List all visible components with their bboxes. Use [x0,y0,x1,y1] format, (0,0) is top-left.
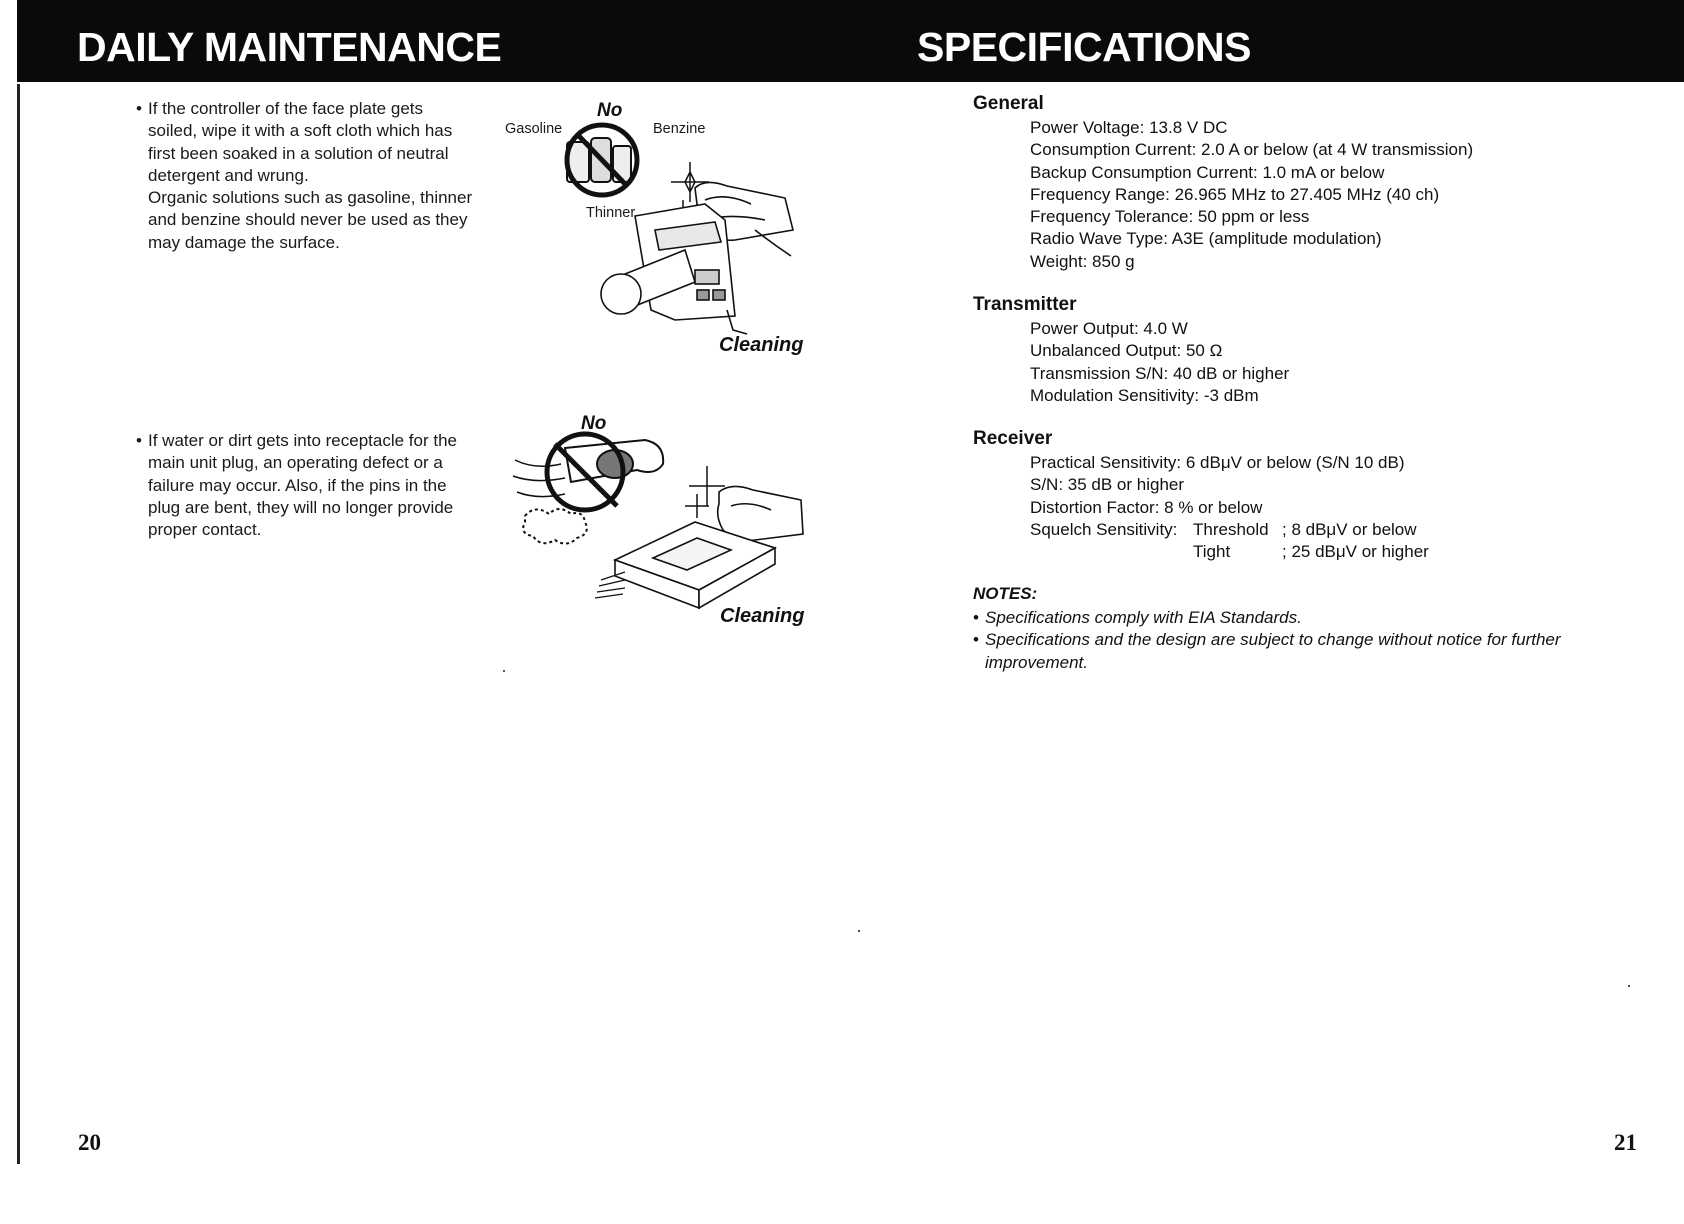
spec-item: Transmission S/N: 40 dB or higher [1030,363,1290,383]
cleaning-caption: Cleaning [720,605,805,627]
text-line: plug are bent, they will no longer provide [148,497,454,517]
bullet: • [136,431,142,450]
no-solvents-icon [567,125,637,195]
threshold-value: ; 8 dBμV or below [1282,519,1417,539]
page-number: 21 [1614,1130,1637,1155]
tight-label: Tight [1193,542,1231,562]
transmitter-heading: Transmitter [973,294,1077,315]
page-edge-rule [17,84,20,1164]
spec-item: S/N: 35 dB or higher [1030,475,1185,495]
spec-item: Power Output: 4.0 W [1030,319,1188,338]
speck [503,670,505,672]
controller-icon [601,204,747,334]
squelch-label: Squelch Sensitivity: [1030,519,1178,539]
squelch-threshold-row [1030,519,1417,541]
spec-item: Consumption Current: 2.0 A or below (at 4 W transmission) [1030,140,1474,160]
note-item: • Specifications and the design are subject to change without notice for further improvement. [973,629,1663,674]
spec-item: Practical Sensitivity: 6 dBμV or below (S/N 10 dB) [1030,453,1405,472]
page-title: DAILY MAINTENANCE [77,24,502,70]
cleaning-caption: Cleaning [719,334,804,356]
speck [1628,985,1630,987]
plug-cleaning-illustration [505,430,805,620]
threshold-label: Threshold [1193,519,1269,539]
text-line: proper contact. [148,520,262,540]
receiver-specs [1030,452,1429,563]
squelch-tight-row [1030,541,1429,563]
right-page [860,0,1684,1224]
no-label: No [581,413,607,434]
gasoline-caption: Gasoline [505,121,563,137]
face-plate-cleaning-illustration [555,120,815,355]
notes-list [973,607,1663,674]
no-label: No [597,100,623,121]
text-line: first been soaked in a solution of neutral [148,143,449,163]
no-water-dirt-icon [513,434,663,544]
tight-value: ; 25 dBμV or higher [1282,542,1429,562]
text-line: If the controller of the face plate gets [148,99,423,118]
spec-item: Radio Wave Type: A3E (amplitude modulation) [1030,229,1382,249]
receiver-heading: Receiver [973,428,1053,449]
text-line: and benzine should never be used as they [148,210,468,230]
text-line: failure may occur. Also, if the pins in the [148,475,447,495]
page-title: SPECIFICATIONS [917,24,1251,70]
maintenance-paragraph-2 [136,430,508,541]
text-line: main unit plug, an operating defect or a [148,453,443,473]
text-line: detergent and wrung. [148,165,309,185]
general-specs [1030,117,1473,273]
bullet: • [136,99,142,118]
maintenance-paragraph-1 [136,98,508,254]
text-line: soiled, wipe it with a soft cloth which has [148,121,453,141]
spec-item: Weight: 850 g [1030,251,1135,271]
note-item: • Specifications comply with EIA Standards. [973,607,1663,629]
spec-item: Distortion Factor: 8 % or below [1030,497,1263,517]
hand-cloth-icon [718,486,803,540]
thinner-caption: Thinner [586,205,636,221]
notes-heading: NOTES: [973,584,1038,603]
spec-item: Backup Consumption Current: 1.0 mA or below [1030,162,1385,182]
transmitter-specs [1030,318,1289,407]
text-line: Organic solutions such as gasoline, thinner [148,188,473,208]
spec-item: Frequency Tolerance: 50 ppm or less [1030,207,1310,227]
speck [858,930,860,932]
spec-item: Modulation Sensitivity: -3 dBm [1030,385,1259,405]
spec-item: Frequency Range: 26.965 MHz to 27.405 MHz (40 ch) [1030,184,1440,204]
spec-item: Unbalanced Output: 50 Ω [1030,341,1223,361]
daily-maintenance-header [17,0,860,82]
spec-item: Power Voltage: 13.8 V DC [1030,118,1228,137]
general-heading: General [973,93,1044,114]
benzine-caption: Benzine [653,121,706,137]
text-line: may damage the surface. [148,232,340,252]
text-line: If water or dirt gets into receptacle for the [148,431,457,450]
specifications-header [860,0,1684,82]
page-number: 20 [78,1130,101,1155]
